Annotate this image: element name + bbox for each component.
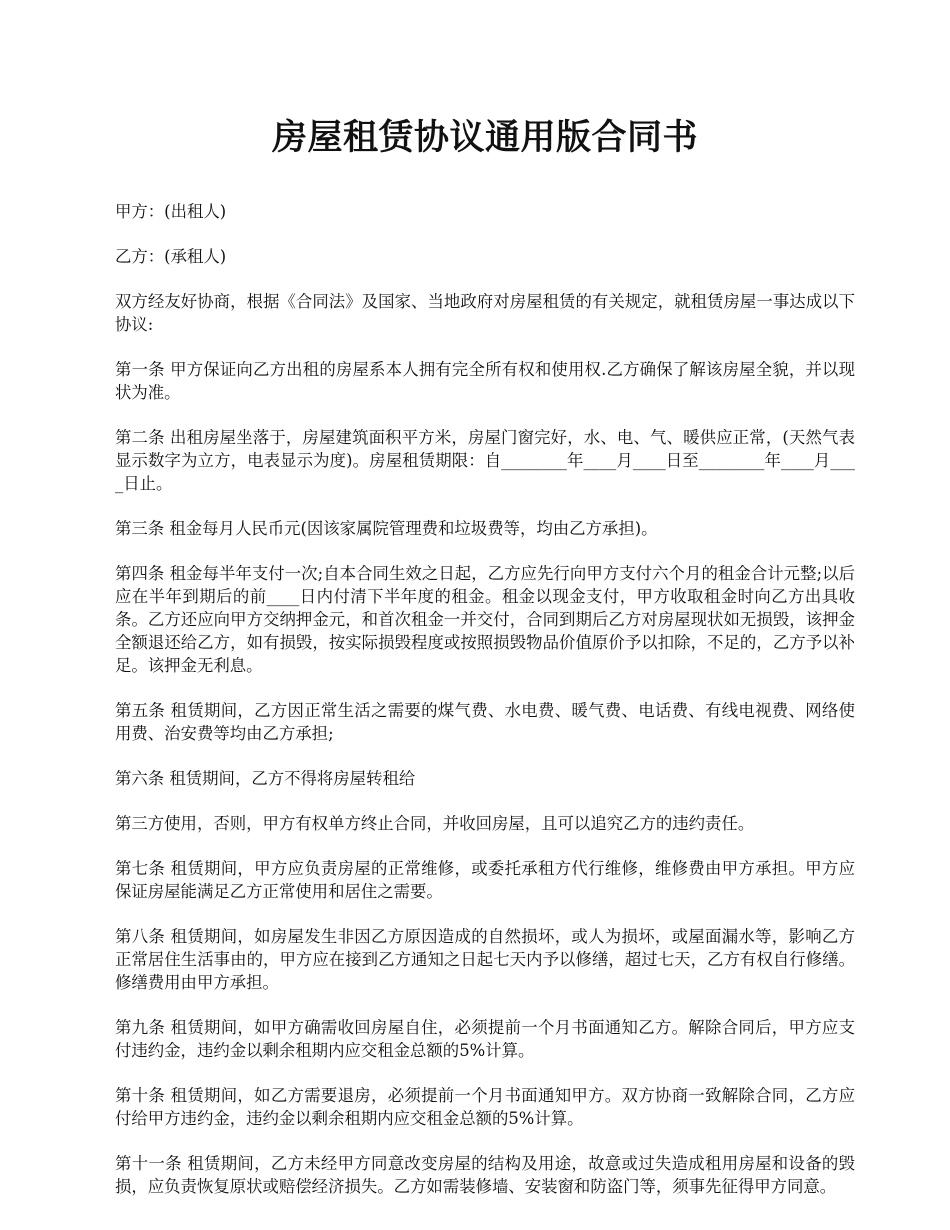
article-1-paragraph: 第一条 甲方保证向乙方出租的房屋系本人拥有完全所有权和使用权.乙方确保了解该房屋全貌，并以现状为准。 bbox=[115, 360, 855, 402]
party-b-line: 乙方：(承租人) bbox=[115, 247, 227, 266]
article-3-paragraph: 第三条 租金每月人民币元(因该家属院管理费和垃圾费等，均由乙方承担)。 bbox=[115, 519, 658, 538]
article-10-paragraph: 第十条 租赁期间，如乙方需要退房，必须提前一个月书面通知甲方。双方协商一致解除合同，乙方应付给甲方违约金，违约金以剩余租期内应交租金总额的5%计算。 bbox=[115, 1086, 855, 1128]
article-6-paragraph: 第六条 租赁期间，乙方不得将房屋转租给 bbox=[115, 769, 416, 788]
party-a-line: 甲方：(出租人) bbox=[115, 202, 227, 221]
article-6-continuation-paragraph: 第三方使用，否则，甲方有权单方终止合同，并收回房屋，且可以追究乙方的违约责任。 bbox=[115, 814, 755, 833]
article-11-paragraph: 第十一条 租赁期间，乙方未经甲方同意改变房屋的结构及用途，故意或过失造成租用房屋和设备的毁损，应负责恢复原状或赔偿经济损失。乙方如需装修墙、安装窗和防盗门等，须事先征得甲方同意。 bbox=[115, 1154, 855, 1196]
article-8-paragraph: 第八条 租赁期间，如房屋发生非因乙方原因造成的自然损坏，或人为损坏，或屋面漏水等，影响乙方正常居住生活事由的，甲方应在接到乙方通知之日起七天内予以修缮，超过七天，乙方有权自行修缮。修缮费用由甲方承担。 bbox=[115, 927, 855, 992]
article-7-paragraph: 第七条 租赁期间，甲方应负责房屋的正常维修，或委托承租方代行维修，维修费由甲方承担。甲方应保证房屋能满足乙方正常使用和居住之需要。 bbox=[115, 859, 855, 901]
article-5-paragraph: 第五条 租赁期间，乙方因正常生活之需要的煤气费、水电费、暖气费、电话费、有线电视费、网络使用费、治安费等均由乙方承担; bbox=[115, 701, 855, 743]
document-title: 房屋租赁协议通用版合同书 bbox=[271, 117, 698, 158]
preamble-paragraph: 双方经友好协商，根据《合同法》及国家、当地政府对房屋租赁的有关规定，就租赁房屋一事达成以下协议: bbox=[115, 292, 855, 334]
article-9-paragraph: 第九条 租赁期间，如甲方确需收回房屋自住，必须提前一个月书面通知乙方。解除合同后，甲方应支付违约金，违约金以剩余租期内应交租金总额的5%计算。 bbox=[115, 1018, 855, 1060]
article-4-paragraph: 第四条 租金每半年支付一次;自本合同生效之日起，乙方应先行向甲方支付六个月的租金合计元整;以后应在半年到期后的前____日内付清下半年度的租金。租金以现金支付，甲方收取租金时向乙方出具收条。乙方还应向甲方交纳押金元，和首次租金一并交付，合同到期后乙方对房屋现状如无损毁，该押金全额退还给乙方，如有损毁，按实际损毁程度或按照损毁物品价值原价予以扣除，不足的，乙方予以补足。该押金无利息。 bbox=[115, 564, 855, 675]
document-page bbox=[115, 112, 855, 1220]
article-2-paragraph: 第二条 出租房屋坐落于，房屋建筑面积平方米，房屋门窗完好，水、电、气、暖供应正常，(天然气表显示数字为立方，电表显示为度)。房屋租赁期限：自________年____月____日至________年____月____日止。 bbox=[115, 428, 855, 493]
